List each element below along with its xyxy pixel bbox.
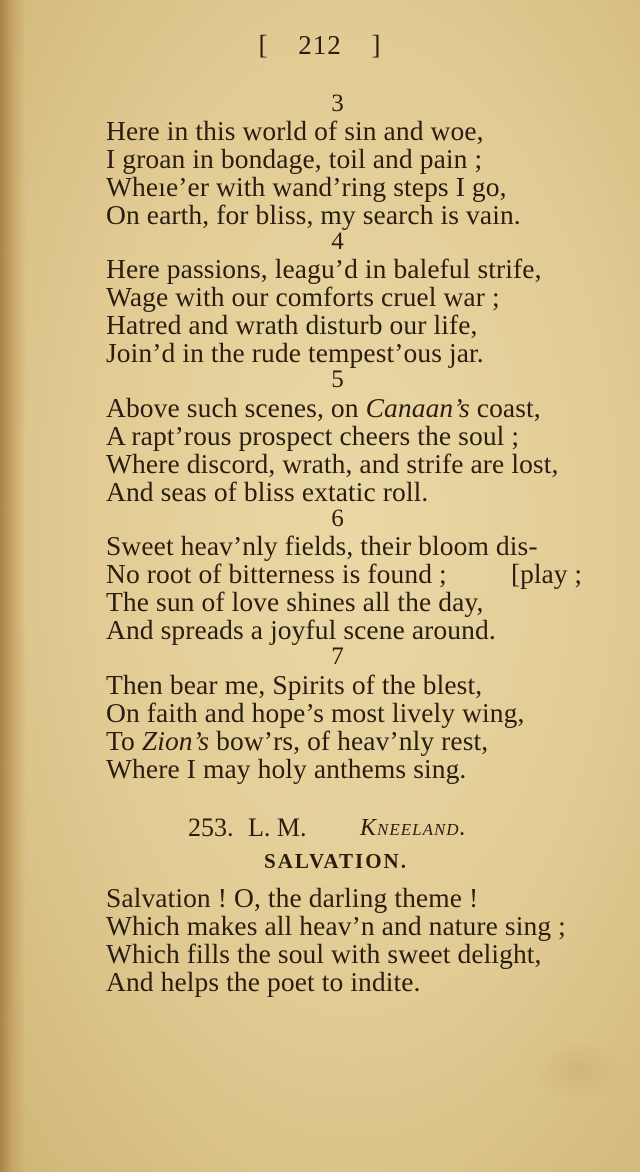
verse-line: Wheıe’er with wand’ring steps I go, — [106, 171, 507, 202]
verse-line: The sun of love shines all the day, — [106, 586, 484, 617]
verse-line: Where discord, wrath, and strife are lost, — [106, 448, 559, 479]
verse-line: And helps the poet to indite. — [106, 966, 421, 997]
verse-line: On faith and hope’s most lively wing, — [106, 697, 525, 728]
header-left-bracket: [ — [258, 30, 269, 60]
paper-stain — [532, 1040, 622, 1100]
verse-line: Which fills the soul with sweet delight, — [106, 938, 542, 969]
hymn-tune: Kneeland. — [360, 815, 467, 841]
verse-line: And seas of bliss extatic roll. — [106, 476, 429, 507]
stanza-number: 7 — [331, 643, 344, 670]
stanza-number: 3 — [331, 90, 344, 117]
verse-line: A rapt’rous prospect cheers the soul ; — [106, 420, 520, 451]
hymn-number: 253. — [188, 813, 234, 842]
verse-line: Here passions, leagu’d in baleful strife, — [106, 253, 542, 284]
hymn-title: SALVATION. — [264, 849, 408, 873]
verse-line: Then bear me, Spirits of the blest, — [106, 669, 483, 700]
verse-line: And spreads a joyful scene around. — [106, 614, 496, 645]
page-header — [0, 30, 640, 61]
verse-line: On earth, for bliss, my search is vain. — [106, 199, 521, 230]
verse-line: Here in this world of sin and woe, — [106, 115, 484, 146]
page-number: 212 — [298, 30, 342, 60]
verse-line: Where I may holy anthems sing. — [106, 753, 467, 784]
hymn-meter: L. M. — [248, 813, 307, 842]
stanza-number: 6 — [331, 505, 344, 532]
verse-line: Which makes all heav’n and nature sing ; — [106, 910, 566, 941]
verse-line: I groan in bondage, toil and pain ; — [106, 143, 483, 174]
stanza-number: 4 — [331, 228, 344, 255]
turnover-word: [play ; — [511, 558, 583, 589]
verse-line: Salvation ! O, the darling theme ! — [106, 882, 479, 913]
verse-line: Above such scenes, on Canaan’s coast, — [106, 392, 541, 423]
verse-line: To Zion’s bow’rs, of heav’nly rest, — [106, 725, 489, 756]
stanza-number: 5 — [331, 366, 344, 393]
hymn-heading — [188, 813, 508, 843]
verse-line: Hatred and wrath disturb our life, — [106, 309, 478, 340]
place-name: Zion’s — [141, 725, 210, 756]
verse-line: Wage with our comforts cruel war ; — [106, 281, 500, 312]
place-name: Canaan’s — [365, 392, 470, 423]
header-right-bracket: ] — [371, 30, 382, 60]
verse-line: No root of bitterness is found ; — [106, 558, 447, 589]
verse-line: Join’d in the rude tempest’ous jar. — [106, 337, 484, 368]
verse-line: Sweet heav’nly fields, their bloom dis- — [106, 530, 538, 561]
page-spine-shadow — [0, 0, 26, 1172]
